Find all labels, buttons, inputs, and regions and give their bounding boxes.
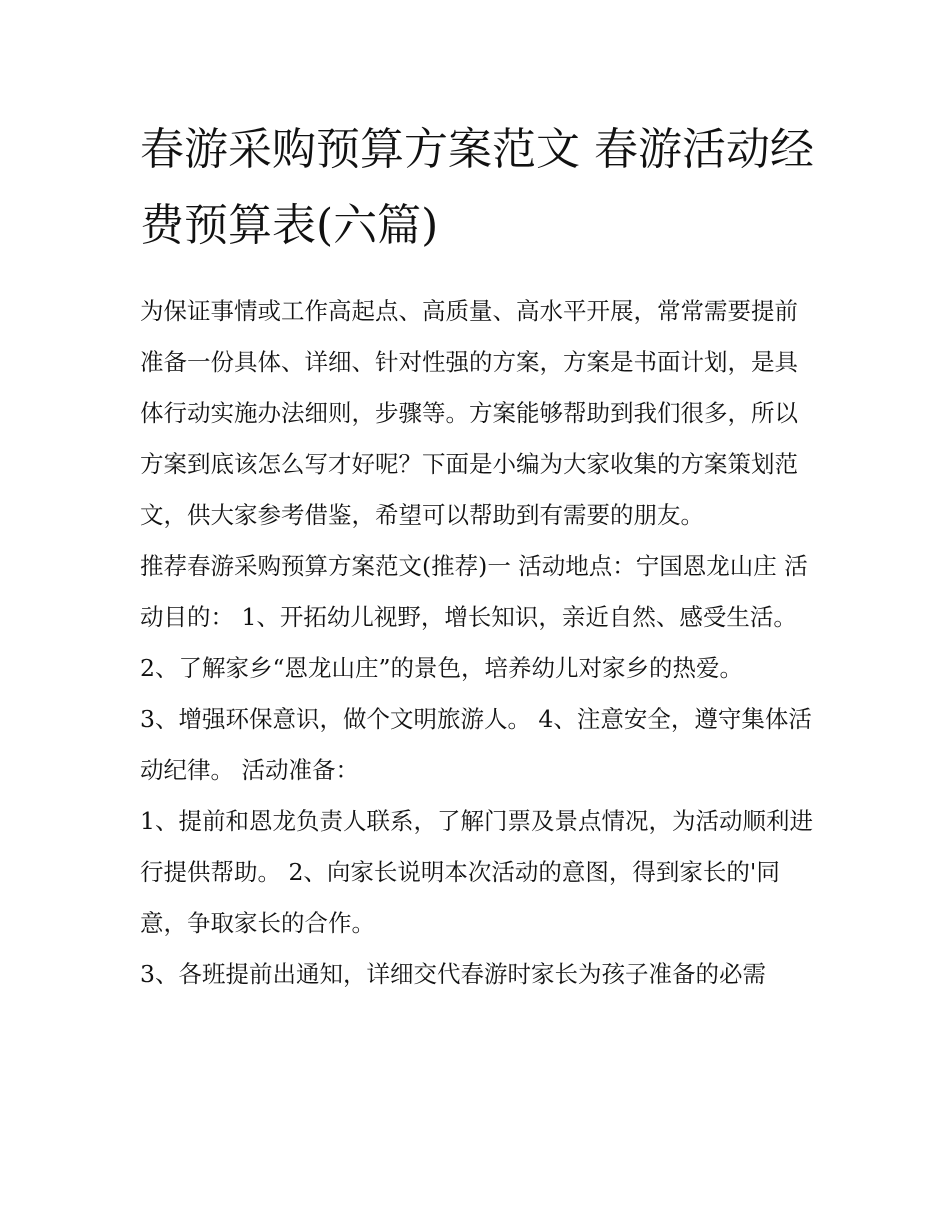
paragraph-prep-3: 3、各班提前出通知，详细交代春游时家长为孩子准备的必需 [140,960,766,988]
paragraph-activity-location: 推荐春游采购预算方案范文(推荐)一 活动地点：宁国恩龙山庄 活动目的： 1、开拓幼儿视野，增长知识，亲近自然、感受生活。 [140,552,808,631]
paragraph-goal-2: 2、了解家乡“恩龙山庄”的景色，培养幼儿对家乡的热爱。 [140,654,743,682]
paragraph-intro: 为保证事情或工作高起点、高质量、高水平开展，常常需要提前准备一份具体、详细、针对性强的方案，方案是书面计划，是具体行动实施办法细则，步骤等。方案能够帮助到我们很多，所以方案到底该怎么写才好呢？下面是小编为大家收集的方案策划范文，供大家参考借鉴，希望可以帮助到有需要的朋友。 [140,297,798,529]
document-title: 春游采购预算方案范文 春游活动经费预算表(六篇) [140,124,814,251]
paragraph-prep-1-2: 1、提前和恩龙负责人联系，了解门票及景点情况，为活动顺利进行提供帮助。 2、向家长说明本次活动的意图，得到家长的'同意，争取家长的合作。 [140,807,813,937]
paragraph-goal-3-4: 3、增强环保意识，做个文明旅游人。 4、注意安全，遵守集体活动纪律。 活动准备： [140,705,812,784]
document-body [140,112,820,1000]
